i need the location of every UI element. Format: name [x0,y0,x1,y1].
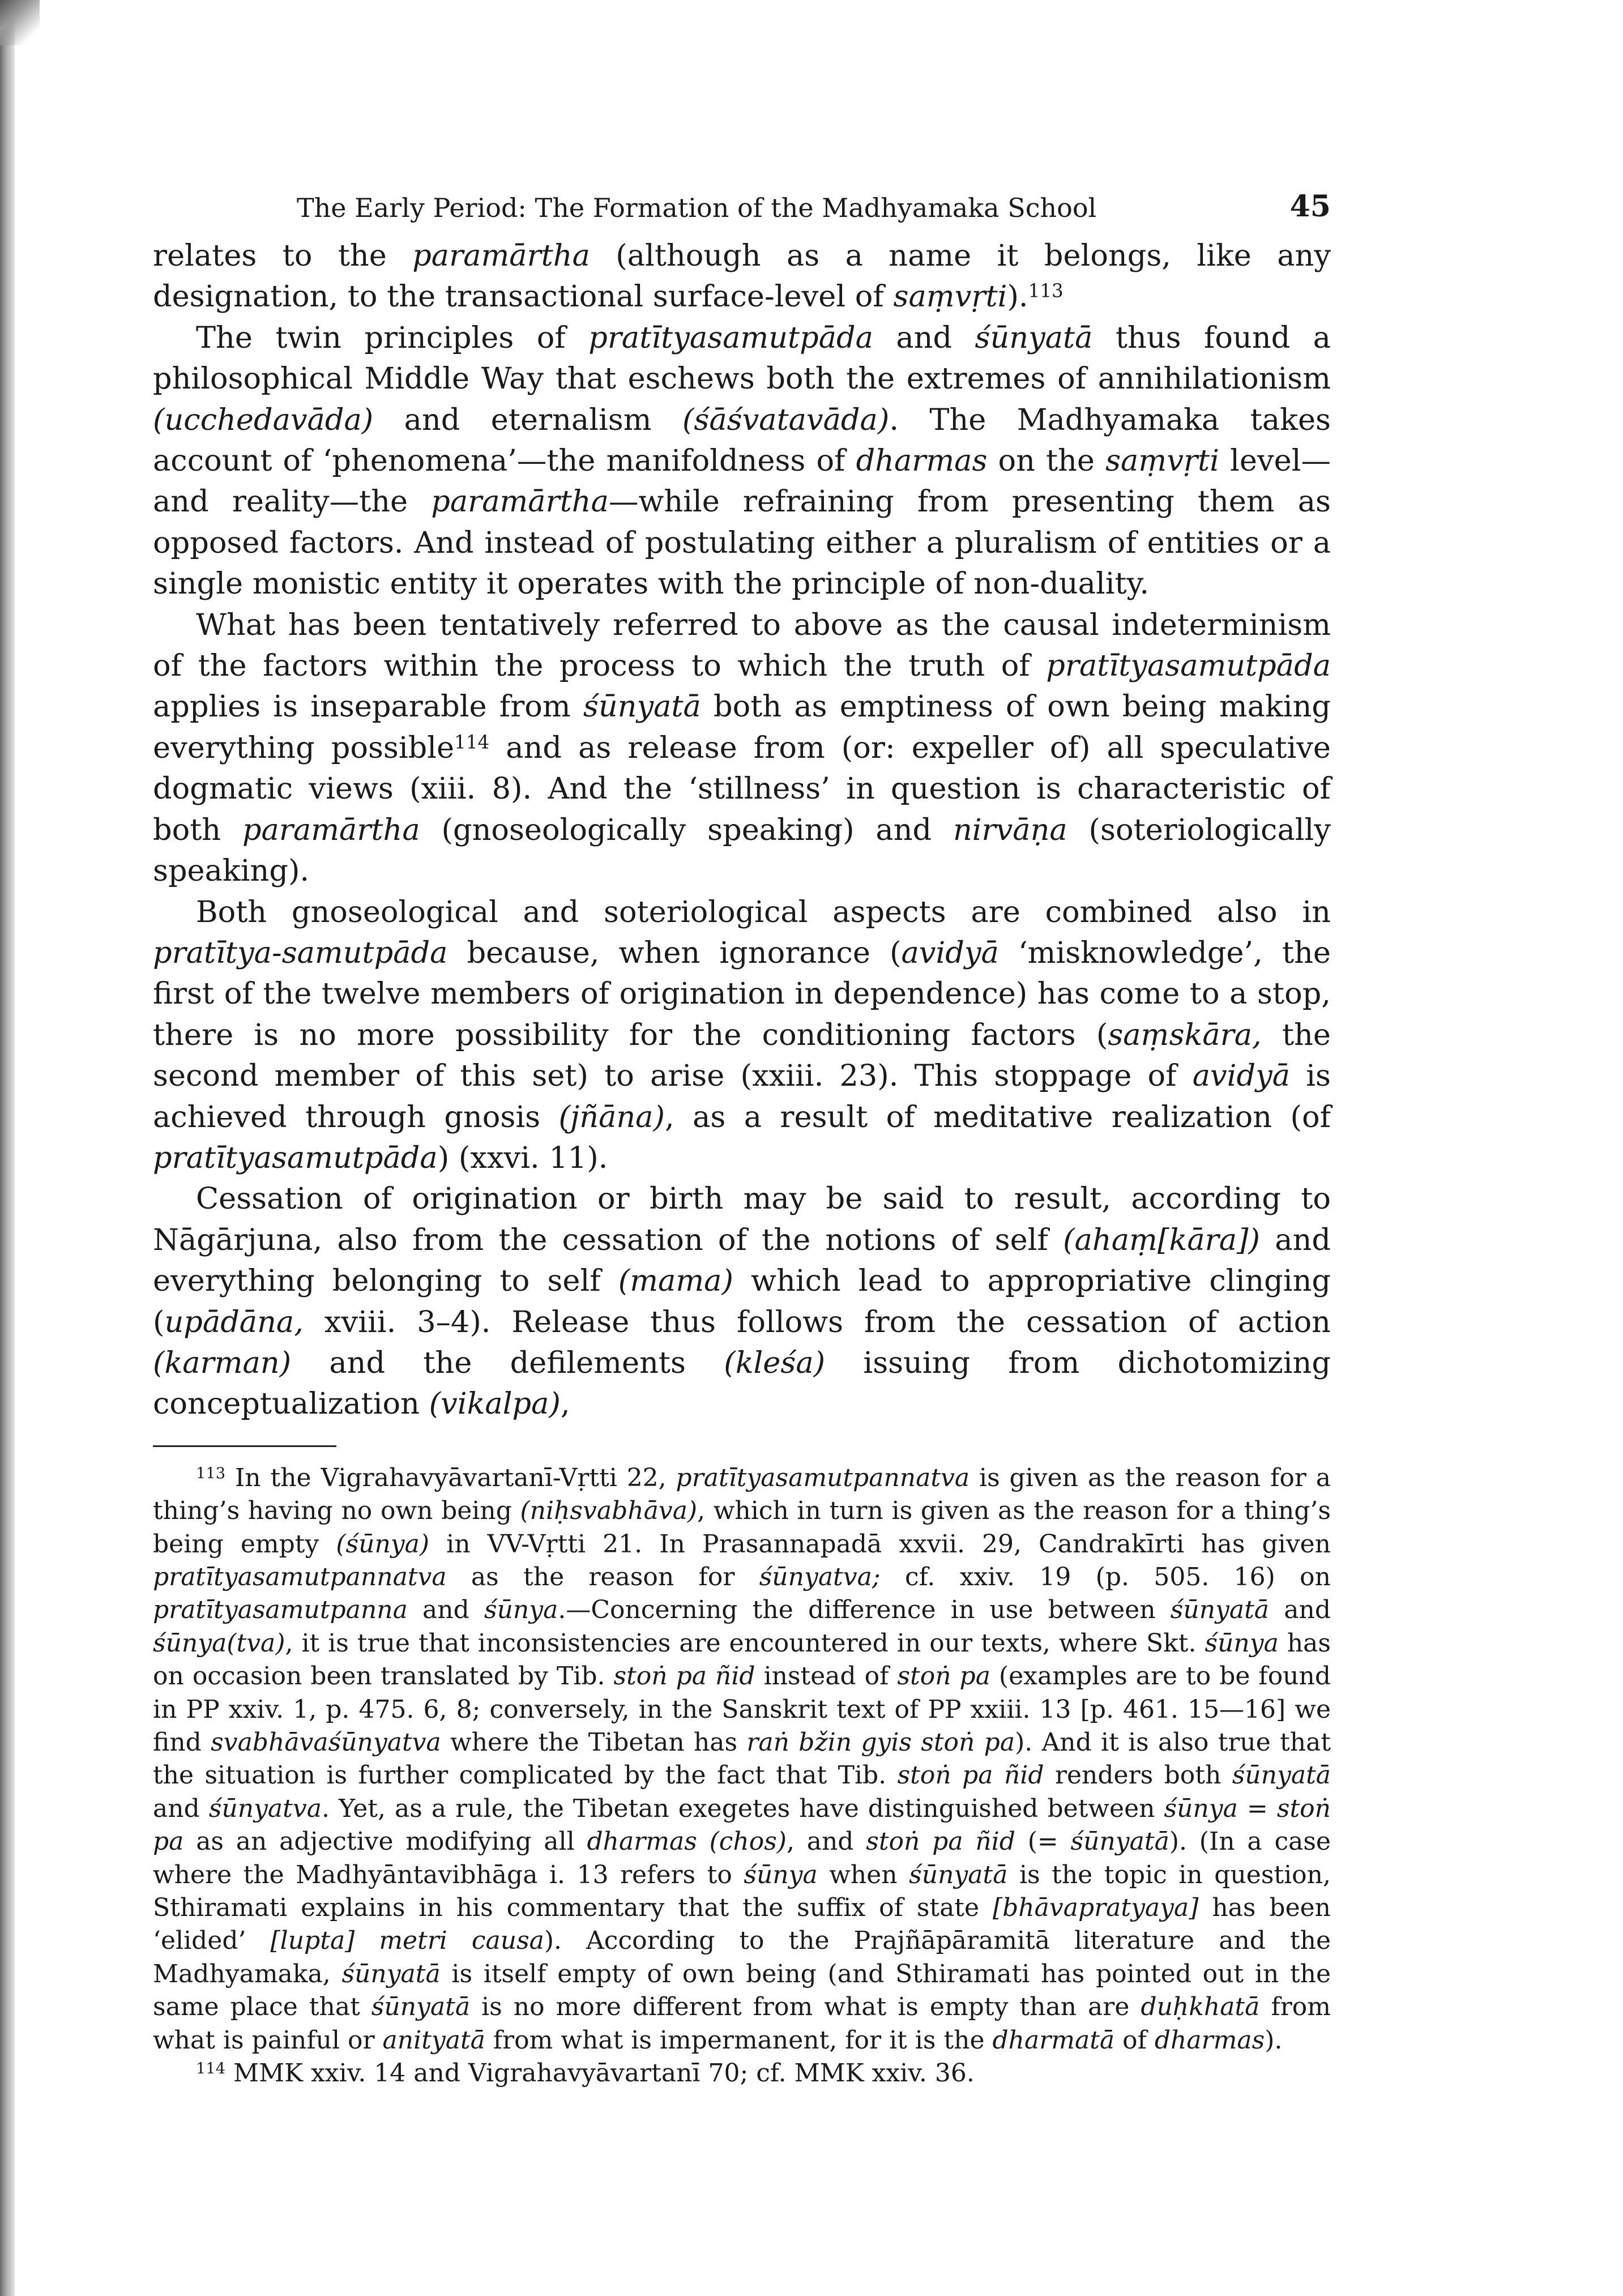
text-run: issuing from dichotomizing conceptualization [153,1345,1331,1422]
main-text [153,236,1331,1425]
text-run: ). And it is also true that the situation is further complicated by the fact that Tib. [153,1728,1331,1790]
italic-term: śūnyatā [583,689,701,724]
text-run: and [407,1595,484,1625]
text-run: The twin principles of [196,320,589,355]
italic-term: śūnya [1205,1628,1279,1658]
italic-term: (śāśvatavāda) [682,402,890,437]
text-run: In the Vigrahavyāvartanī-Vṛtti 22, [225,1463,676,1492]
page-number: 45 [1289,189,1331,224]
italic-term: śūnyatā [909,1860,1008,1889]
text-run: , which in turn is given as the reason for a thing’s being empty [153,1496,1331,1559]
italic-term: (vikalpa) [429,1386,561,1422]
italic-term: stoṅ pa ñid [897,1761,1044,1790]
text-run: instead of [755,1662,898,1691]
text-run: , it is true that inconsistencies are encountered in our texts, where Skt. [285,1628,1205,1658]
italic-term: śūnya [744,1860,818,1889]
text-run: thus found a philosophical Middle Way that eschews both the extremes of annihilationism [153,320,1331,396]
text-run: . The Madhyamaka takes account of ‘phenomena’—the manifoldness of [153,402,1331,479]
italic-term: saṃvṛti [893,279,1007,314]
italic-term: śūnyatā [1170,1595,1270,1625]
text-run: (soteriologically speaking). [153,812,1331,889]
italic-term: saṃvṛti [1105,443,1220,479]
paragraph [153,605,1331,892]
text-run: where the Tibetan has [441,1728,747,1757]
text-run: Cessation of origination or birth may be said to result, according to Nāgārjuna, also from the cessation of the notions of self [153,1181,1331,1257]
italic-term: pratītyasamutpāda [588,320,873,355]
text-run: in VV-Vṛtti 21. In Prasannapadā xxvii. 29, Candrakīrti has given [429,1529,1331,1559]
italic-term: pratītyasamutpanna [153,1595,408,1625]
text-run: ) (xxvi. 11). [437,1140,608,1175]
italic-term: śūnyatā [371,1992,471,2022]
footnote-marker: 113 [196,1465,226,1483]
italic-term: avidyā [901,935,999,970]
text-run: of [1114,2025,1155,2055]
text-run: when [817,1860,909,1889]
text-run: (gnoseologically speaking) and [420,812,953,847]
italic-term: (mama) [618,1264,733,1299]
running-head [153,181,1331,236]
italic-term: pratītyasamutpannatva [153,1563,447,1591]
italic-term: (kleśa) [724,1345,826,1380]
text-run: and [873,320,975,355]
text-run: , and [786,1827,866,1857]
text-run: is itself empty of own being (and Sthiramati has pointed out in the same place that [153,1959,1331,2022]
italic-term: paramārtha [431,484,609,519]
text-run: Both gnoseological and soteriological aspects are combined also in [196,894,1331,929]
text-run: ). [1007,279,1028,314]
italic-term: śūnyatā [1070,1827,1169,1857]
text-run: ). (In a case where the Madhyāntavibhāga i. 13 refers to [153,1827,1331,1889]
paragraph [153,236,1331,318]
italic-term: dharmas [856,443,988,479]
text-run: , as a result of meditative realization (of [664,1099,1331,1134]
italic-term: duḥkhatā [1141,1992,1260,2022]
italic-term: stoṅ pa ñid [866,1827,1015,1857]
italic-term: (karman) [153,1345,292,1380]
italic-term: stoṅ pa ñid [613,1662,755,1691]
text-run: is achieved through gnosis [153,1059,1331,1134]
text-run: both as emptiness of own being making everything possible [153,689,1331,765]
text-run: relates to the [153,238,413,273]
paragraph [153,892,1331,1179]
italic-term: dharmas (chos) [587,1827,787,1857]
paragraph [153,1179,1331,1424]
italic-term: dharmatā [992,2025,1115,2055]
italic-term: stoṅ pa [153,1794,1331,1857]
italic-term: [lupta] metri causa [270,1926,544,1956]
text-run: and the defilements [291,1345,724,1380]
italic-term: stoṅ pa [897,1662,990,1691]
text-run: .—Concerning the difference in use between [558,1595,1171,1625]
text-run: and [1269,1595,1331,1625]
italic-term: raṅ bžin gyis stoṅ pa [746,1728,1015,1757]
text-run: renders both [1044,1761,1232,1790]
italic-term: dharmas [1154,2025,1265,2055]
italic-term: śūnyatā [1232,1761,1331,1790]
italic-term: śūnya [484,1595,558,1625]
italic-term: (niḥsvabhāva) [520,1496,698,1526]
italic-term: [bhāvapratyaya] [992,1893,1199,1923]
text-run: . Yet, as a rule, the Tibetan exegetes have distinguished between [321,1794,1164,1823]
text-run: and as release from (or: expeller of) all speculative dogmatic views (xiii. 8). And the ‘stillness’ in question is characteristic of both [153,730,1331,847]
text-run: and [153,1794,209,1823]
italic-term: (ucchedavāda) [153,402,374,437]
text-run: from what is painful or [153,1992,1331,2055]
italic-term: pratītyasamutpannatva [676,1463,970,1492]
footnotes [153,1462,1331,2090]
italic-term: paramārtha [412,238,590,273]
footnote-114 [153,2057,1331,2090]
text-run: which lead to appropriative clinging ( [153,1264,1331,1339]
italic-term: upādāna, [164,1304,304,1339]
text-run: because, when ignorance ( [447,935,902,970]
italic-term: pratītyasamutpāda [1046,648,1331,684]
italic-term: nirvāṇa [953,812,1067,847]
text-run: cf. xxiv. 19 (p. 505. 16) on [880,1563,1331,1591]
corner-shadow [0,0,40,45]
italic-term: svabhāvaśūnyatva [211,1728,441,1757]
footnote-marker: 113 [1028,280,1064,302]
italic-term: paramārtha [242,812,420,847]
italic-term: śūnyatā [975,320,1093,355]
footnote-113 [153,1462,1331,2057]
italic-term: pratītya-samutpāda [153,935,448,970]
italic-term: pratītyasamutpāda [153,1140,438,1175]
italic-term: śūnya(tva) [153,1628,285,1658]
text-run: is no more different from what is empty than are [470,1992,1141,2022]
italic-term: (ahaṃ[kāra]) [1063,1222,1261,1257]
italic-term: śūnyatva [208,1794,322,1823]
binding-edge-shadow [0,0,15,2296]
text-run: and eternalism [373,402,682,437]
italic-term: anityatā [382,2025,485,2055]
italic-term: śūnya [1164,1794,1238,1823]
text-run: as the reason for [446,1563,759,1591]
text-run: ). [1265,2025,1283,2055]
footnote-marker: 114 [196,2060,226,2078]
text-run: as an adjective modifying all [183,1827,587,1857]
running-title: The Early Period: The Formation of the Madhyamaka School [297,193,1097,223]
paragraph [153,318,1331,605]
text-run: ). According to the Prajñāpāramitā literature and the Madhyamaka, [153,1926,1331,1988]
text-run: (= [1015,1827,1071,1857]
text-run: is the topic in question, Sthiramati explains in his commentary that the suffix of state [153,1860,1331,1923]
text-run: What has been tentatively referred to above as the causal indeterminism of the factors within the process to which the truth of [153,607,1331,684]
italic-term: (śūnya) [336,1529,430,1559]
text-run: —while refraining from presenting them as opposed factors. And instead of postulating either a pluralism of entities or a single monistic entity it operates with the principle of non-duality. [153,484,1331,601]
italic-term: śūnyatā [341,1959,441,1988]
italic-term: avidyā [1192,1059,1291,1094]
text-run: , [560,1386,570,1422]
text-run: ‘misknowledge’, the first of the twelve members of origination in dependence) has come to a stop, there is no more possibility for the conditioning factors ( [153,935,1331,1052]
text-run: and everything belonging to self [153,1222,1331,1299]
text-run: on the [987,443,1106,479]
page-content [153,181,1331,2090]
text-run: has on occasion been translated by Tib. [153,1628,1331,1691]
italic-term: (jñāna) [558,1099,665,1134]
text-run: (examples are to be found in PP xxiv. 1, p. 475. 6, 8; conversely, in the Sanskrit text of PP xxiii. 13 [p. 461. 15—16] we find [153,1662,1331,1757]
text-run: level—and reality—the [153,443,1331,519]
text-run: (although as a name it belongs, like any designation, to the transactional surface-level of [153,238,1331,314]
text-run: the second member of this set) to arise (xxiii. 23). This stoppage of [153,1017,1331,1094]
footnote-divider [153,1445,336,1447]
text-run: applies is inseparable from [153,689,583,724]
footnote-marker: 114 [454,731,490,753]
text-run: xviii. 3–4). Release thus follows from the cessation of action [303,1304,1331,1339]
text-run: has been ‘elided’ [153,1893,1331,1956]
text-run: from what is impermanent, for it is the [485,2025,993,2055]
text-run: is given as the reason for a thing’s having no own being [153,1463,1331,1526]
italic-term: saṃskāra, [1108,1017,1262,1052]
text-run: = [1237,1794,1277,1823]
text-run: MMK xxiv. 14 and Vigrahavyāvartanī 70; cf. MMK xxiv. 36. [225,2059,975,2088]
italic-term: śūnyatva; [759,1563,881,1591]
